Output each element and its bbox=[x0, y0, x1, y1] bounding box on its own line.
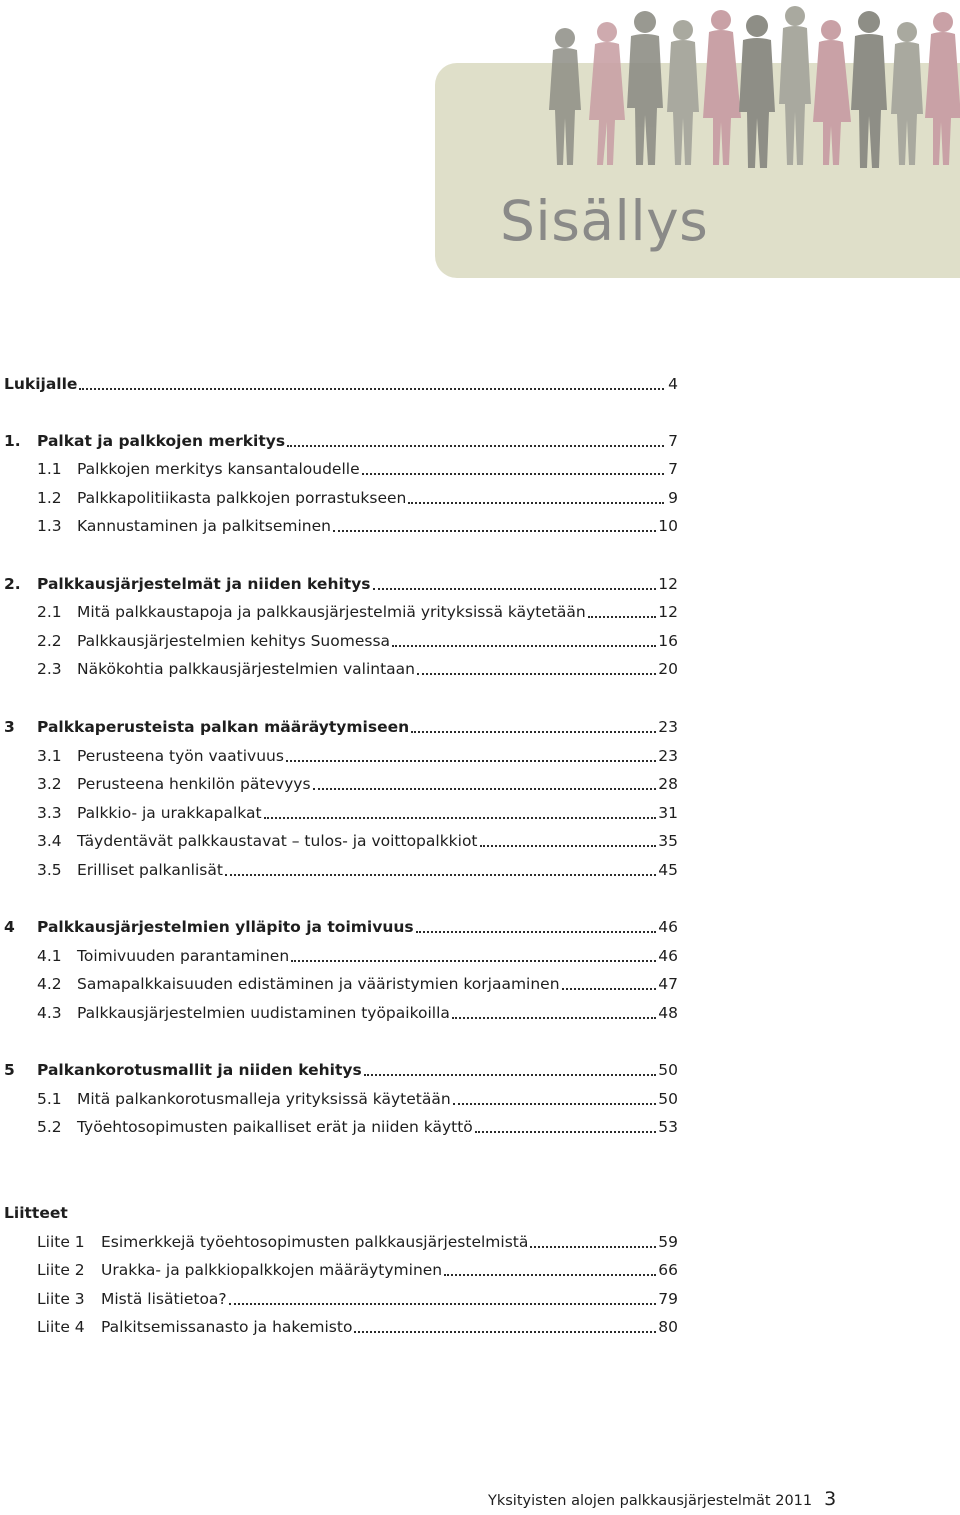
toc-entry[interactable] bbox=[37, 1087, 678, 1111]
toc-entry-page: 48 bbox=[658, 1004, 678, 1022]
people-silhouettes-illustration bbox=[545, 0, 960, 170]
appendix-entry-page: 79 bbox=[658, 1290, 678, 1308]
toc-entry-label: Palkkausjärjestelmät ja niiden kehitys bbox=[37, 575, 371, 593]
toc-entry-label: Näkökohtia palkkausjärjestelmien valintaan bbox=[77, 660, 415, 678]
toc-entry-page: 50 bbox=[658, 1061, 678, 1079]
toc-entry-page: 7 bbox=[668, 432, 678, 450]
toc-entry-page: 10 bbox=[658, 517, 678, 535]
toc-dot-leader bbox=[313, 788, 657, 790]
toc-entry-number: 1.3 bbox=[37, 517, 62, 535]
toc-dot-leader bbox=[475, 1131, 656, 1133]
toc-entry[interactable] bbox=[4, 715, 678, 739]
toc-dot-leader bbox=[411, 731, 656, 733]
appendix-entry-number: Liite 1 bbox=[37, 1233, 85, 1251]
toc-entry[interactable] bbox=[37, 600, 678, 624]
toc-entry[interactable] bbox=[4, 572, 678, 596]
toc-dot-leader bbox=[530, 1246, 656, 1248]
toc-entry-label: Palkkausjärjestelmien kehitys Suomessa bbox=[77, 632, 391, 650]
toc-entry-page: 31 bbox=[658, 804, 678, 822]
toc-entry-label: Mitä palkankorotusmalleja yrityksissä käytetään bbox=[77, 1090, 451, 1108]
toc-entry-page: 23 bbox=[658, 718, 678, 736]
toc-entry-page: 7 bbox=[668, 460, 678, 478]
toc-entry-label: Palkkausjärjestelmien uudistaminen työpaikoilla bbox=[77, 1004, 450, 1022]
toc-dot-leader bbox=[562, 988, 657, 990]
toc-entry-label: Samapalkkaisuuden edistäminen ja vääristymien korjaaminen bbox=[77, 975, 560, 993]
toc-dot-leader bbox=[408, 502, 664, 504]
toc-entry-number: 4.3 bbox=[37, 1004, 62, 1022]
toc-entry[interactable] bbox=[37, 1001, 678, 1025]
toc-entry-page: 53 bbox=[658, 1118, 678, 1136]
toc-entry-number: 1.1 bbox=[37, 460, 62, 478]
toc-entry-number: 1. bbox=[4, 432, 21, 450]
appendix-entry[interactable] bbox=[37, 1287, 678, 1311]
toc-entry[interactable] bbox=[37, 972, 678, 996]
appendix-entry[interactable] bbox=[37, 1230, 678, 1254]
toc-entry-label: Erilliset palkanlisät bbox=[77, 861, 223, 879]
toc-entry-label: Perusteena työn vaativuus bbox=[77, 747, 284, 765]
toc-entry-number: 3.5 bbox=[37, 861, 62, 879]
toc-entry-page: 9 bbox=[668, 489, 678, 507]
toc-entry-page: 47 bbox=[658, 975, 678, 993]
toc-entry-page: 16 bbox=[658, 632, 678, 650]
toc-entry-number: 5 bbox=[4, 1061, 15, 1079]
toc-entry[interactable] bbox=[37, 858, 678, 882]
toc-entry[interactable] bbox=[37, 744, 678, 768]
toc-entry-number: 2.1 bbox=[37, 603, 62, 621]
page-title: Sisällys bbox=[500, 189, 709, 253]
appendix-entry-label: Esimerkkejä työehtosopimusten palkkausjärjestelmistä bbox=[101, 1233, 529, 1251]
toc-entry[interactable] bbox=[37, 486, 678, 510]
footer-page-number: 3 bbox=[824, 1488, 837, 1510]
toc-entry[interactable] bbox=[4, 372, 678, 396]
toc-entry-page: 46 bbox=[658, 918, 678, 936]
toc-entry[interactable] bbox=[4, 1058, 678, 1082]
toc-entry-label: Palkat ja palkkojen merkitys bbox=[37, 432, 286, 450]
toc-entry[interactable] bbox=[37, 1115, 678, 1139]
silhouette-group bbox=[549, 6, 960, 168]
appendix-entry-number: Liite 2 bbox=[37, 1261, 85, 1279]
toc-entry-number: 5.1 bbox=[37, 1090, 62, 1108]
appendix-entry-page: 66 bbox=[658, 1261, 678, 1279]
toc-entry-number: 2.2 bbox=[37, 632, 62, 650]
appendix-heading: Liitteet bbox=[4, 1204, 68, 1222]
appendix-entry[interactable] bbox=[37, 1258, 678, 1282]
toc-dot-leader bbox=[354, 1331, 656, 1333]
toc-entry-label: Palkkapolitiikasta palkkojen porrastukseen bbox=[77, 489, 407, 507]
toc-entry-label: Palkkaperusteista palkan määräytymiseen bbox=[37, 718, 410, 736]
toc-entry-page: 45 bbox=[658, 861, 678, 879]
toc-dot-leader bbox=[287, 445, 664, 447]
toc-dot-leader bbox=[588, 616, 657, 618]
toc-dot-leader bbox=[364, 1074, 657, 1076]
toc-entry-label: Palkkausjärjestelmien ylläpito ja toimivuus bbox=[37, 918, 414, 936]
toc-entry-page: 50 bbox=[658, 1090, 678, 1108]
footer-publication-title: Yksityisten alojen palkkausjärjestelmät 2011 bbox=[488, 1493, 813, 1509]
toc-entry[interactable] bbox=[37, 772, 678, 796]
toc-entry-page: 12 bbox=[658, 575, 678, 593]
toc-entry-label: Mitä palkkaustapoja ja palkkausjärjestelmiä yrityksissä käytetään bbox=[77, 603, 586, 621]
toc-dot-leader bbox=[444, 1274, 656, 1276]
toc-entry-number: 4.1 bbox=[37, 947, 62, 965]
toc-entry-label: Toimivuuden parantaminen bbox=[77, 947, 290, 965]
toc-entry-page: 4 bbox=[668, 375, 678, 393]
toc-entry[interactable] bbox=[37, 457, 678, 481]
toc-dot-leader bbox=[362, 473, 664, 475]
toc-entry-label: Palkankorotusmallit ja niiden kehitys bbox=[37, 1061, 362, 1079]
toc-entry-page: 20 bbox=[658, 660, 678, 678]
toc-entry[interactable] bbox=[37, 657, 678, 681]
toc-entry-label: Palkkojen merkitys kansantaloudelle bbox=[77, 460, 360, 478]
toc-dot-leader bbox=[264, 817, 657, 819]
toc-entry-label: Perusteena henkilön pätevyys bbox=[77, 775, 311, 793]
toc-entry-number: 3 bbox=[4, 718, 15, 736]
toc-entry-page: 28 bbox=[658, 775, 678, 793]
toc-entry-number: 3.4 bbox=[37, 832, 62, 850]
toc-entry-number: 2. bbox=[4, 575, 21, 593]
toc-entry-page: 35 bbox=[658, 832, 678, 850]
toc-dot-leader bbox=[452, 1017, 656, 1019]
toc-entry[interactable] bbox=[37, 829, 678, 853]
appendix-entry-page: 80 bbox=[658, 1318, 678, 1336]
toc-dot-leader bbox=[392, 645, 656, 647]
toc-entry[interactable] bbox=[4, 915, 678, 939]
toc-entry-label: Täydentävät palkkaustavat – tulos- ja voittopalkkiot bbox=[77, 832, 478, 850]
toc-dot-leader bbox=[480, 845, 657, 847]
toc-entry-number: 4 bbox=[4, 918, 15, 936]
appendix-entry-number: Liite 3 bbox=[37, 1290, 85, 1308]
appendix-entry-label: Urakka- ja palkkiopalkkojen määräytyminen bbox=[101, 1261, 443, 1279]
appendix-entry-label: Palkitsemissanasto ja hakemisto bbox=[101, 1318, 353, 1336]
toc-entry-number: 4.2 bbox=[37, 975, 62, 993]
toc-entry[interactable] bbox=[37, 801, 678, 825]
toc-entry[interactable] bbox=[37, 629, 678, 653]
toc-entry-label: Työehtosopimusten paikalliset erät ja niiden käyttö bbox=[77, 1118, 473, 1136]
toc-dot-leader bbox=[291, 960, 656, 962]
toc-dot-leader bbox=[225, 874, 656, 876]
toc-entry-page: 46 bbox=[658, 947, 678, 965]
toc-dot-leader bbox=[416, 931, 657, 933]
toc-entry-label: Kannustaminen ja palkitseminen bbox=[77, 517, 331, 535]
appendix-entry-number: Liite 4 bbox=[37, 1318, 85, 1336]
toc-entry-number: 2.3 bbox=[37, 660, 62, 678]
toc-entry-number: 1.2 bbox=[37, 489, 62, 507]
toc-entry-number: 3.1 bbox=[37, 747, 62, 765]
toc-entry-label: Palkkio- ja urakkapalkat bbox=[77, 804, 262, 822]
toc-entry-number: 3.2 bbox=[37, 775, 62, 793]
page-footer bbox=[488, 1488, 836, 1510]
toc-entry[interactable] bbox=[4, 429, 678, 453]
appendix-entry-page: 59 bbox=[658, 1233, 678, 1251]
toc-dot-leader bbox=[286, 760, 656, 762]
toc-dot-leader bbox=[79, 388, 664, 390]
toc-dot-leader bbox=[373, 588, 657, 590]
toc-dot-leader bbox=[417, 673, 656, 675]
toc-entry-label: Lukijalle bbox=[4, 375, 78, 393]
toc-entry-page: 23 bbox=[658, 747, 678, 765]
toc-dot-leader bbox=[333, 530, 656, 532]
toc-entry-page: 12 bbox=[658, 603, 678, 621]
toc-entry[interactable] bbox=[37, 514, 678, 538]
toc-entry-number: 5.2 bbox=[37, 1118, 62, 1136]
appendix-entry-label: Mistä lisätietoa? bbox=[101, 1290, 227, 1308]
toc-entry[interactable] bbox=[37, 944, 678, 968]
toc-dot-leader bbox=[229, 1303, 657, 1305]
appendix-entry[interactable] bbox=[37, 1315, 678, 1339]
toc-dot-leader bbox=[453, 1103, 657, 1105]
toc-entry-number: 3.3 bbox=[37, 804, 62, 822]
